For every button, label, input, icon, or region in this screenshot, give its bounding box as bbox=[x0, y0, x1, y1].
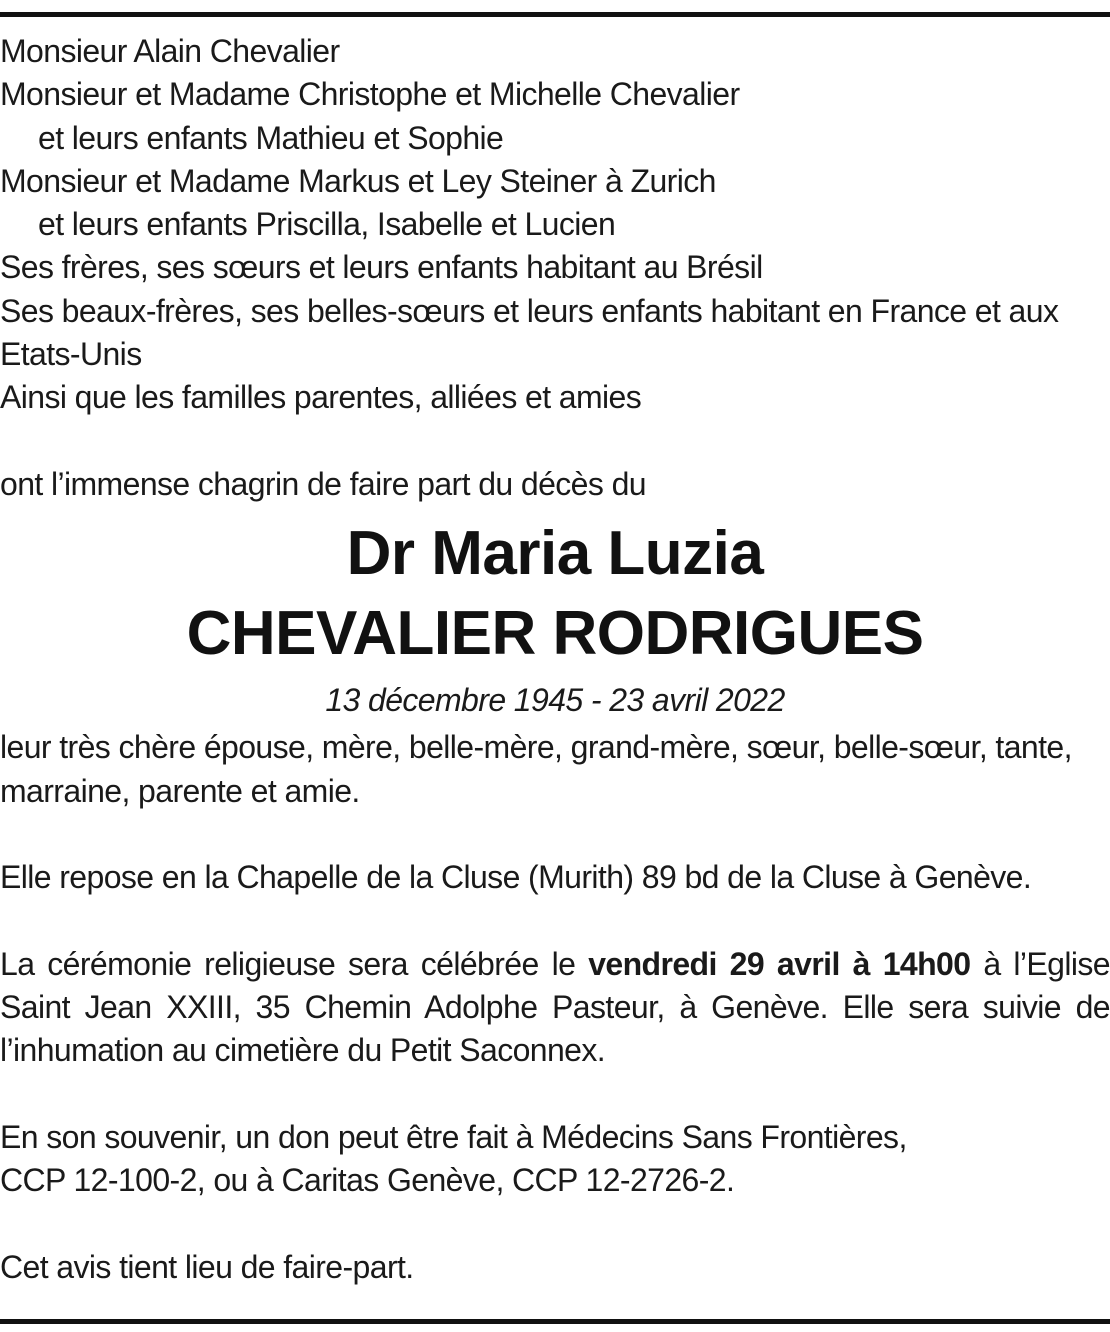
ceremony-place: à l’Eglise Saint Jean XXIII, 35 Chemin Adolphe Pasteur, à Genève. Elle sera suivie de l’inhumation au cimetière du Petit Saconnex. bbox=[0, 945, 1110, 1069]
family-line: Monsieur et Madame Markus et Ley Steiner à Zurich bbox=[0, 162, 716, 199]
ceremony-date-time: vendredi 29 avril à 14h00 bbox=[588, 945, 971, 982]
deceased-name-line1: Dr Maria Luzia bbox=[346, 519, 764, 589]
obituary-notice bbox=[0, 30, 1110, 1289]
spacer bbox=[0, 813, 1110, 856]
deceased-block bbox=[0, 514, 1110, 726]
family-line: Ainsi que les familles parentes, alliées et amies bbox=[0, 379, 642, 416]
family-line: Monsieur et Madame Christophe et Michelle Chevalier bbox=[0, 76, 740, 113]
ceremony-intro: La cérémonie religieuse sera célébrée le bbox=[0, 945, 589, 982]
relation-text: leur très chère épouse, mère, belle-mère, grand-mère, sœur, belle-sœur, tante, marraine, parente et amie. bbox=[0, 729, 1072, 809]
closing-text: Cet avis tient lieu de faire-part. bbox=[0, 1248, 414, 1285]
family-line: Ses beaux-frères, ses belles-sœurs et leurs enfants habitant en France et aux Etats-Unis bbox=[0, 292, 1059, 373]
donation-line: CCP 12-100-2, ou à Caritas Genève, CCP 12-2726-2. bbox=[0, 1162, 735, 1199]
deceased-name-line2: CHEVALIER RODRIGUES bbox=[186, 599, 924, 669]
top-rule bbox=[0, 12, 1110, 17]
donation-line: En son souvenir, un don peut être fait à Médecins Sans Frontières, bbox=[0, 1118, 907, 1155]
ceremony-text bbox=[0, 943, 1110, 1073]
spacer bbox=[0, 899, 1110, 942]
spacer bbox=[0, 420, 1110, 463]
family-line: Ses frères, ses sœurs et leurs enfants habitant au Brésil bbox=[0, 249, 763, 286]
announcement-text: ont l’immense chagrin de faire part du décès du bbox=[0, 465, 646, 502]
bottom-rule bbox=[0, 1319, 1110, 1324]
resting-place-text: Elle repose en la Chapelle de la Cluse (Murith) 89 bd de la Cluse à Genève. bbox=[0, 859, 1032, 896]
spacer bbox=[0, 1203, 1110, 1246]
donation-text bbox=[0, 1116, 1110, 1203]
family-list bbox=[0, 30, 1110, 420]
family-line: et leurs enfants Priscilla, Isabelle et Lucien bbox=[38, 206, 616, 243]
family-line: Monsieur Alain Chevalier bbox=[0, 33, 340, 69]
family-line: et leurs enfants Mathieu et Sophie bbox=[38, 119, 504, 156]
life-dates: 13 décembre 1945 - 23 avril 2022 bbox=[325, 682, 785, 719]
spacer bbox=[0, 1073, 1110, 1116]
